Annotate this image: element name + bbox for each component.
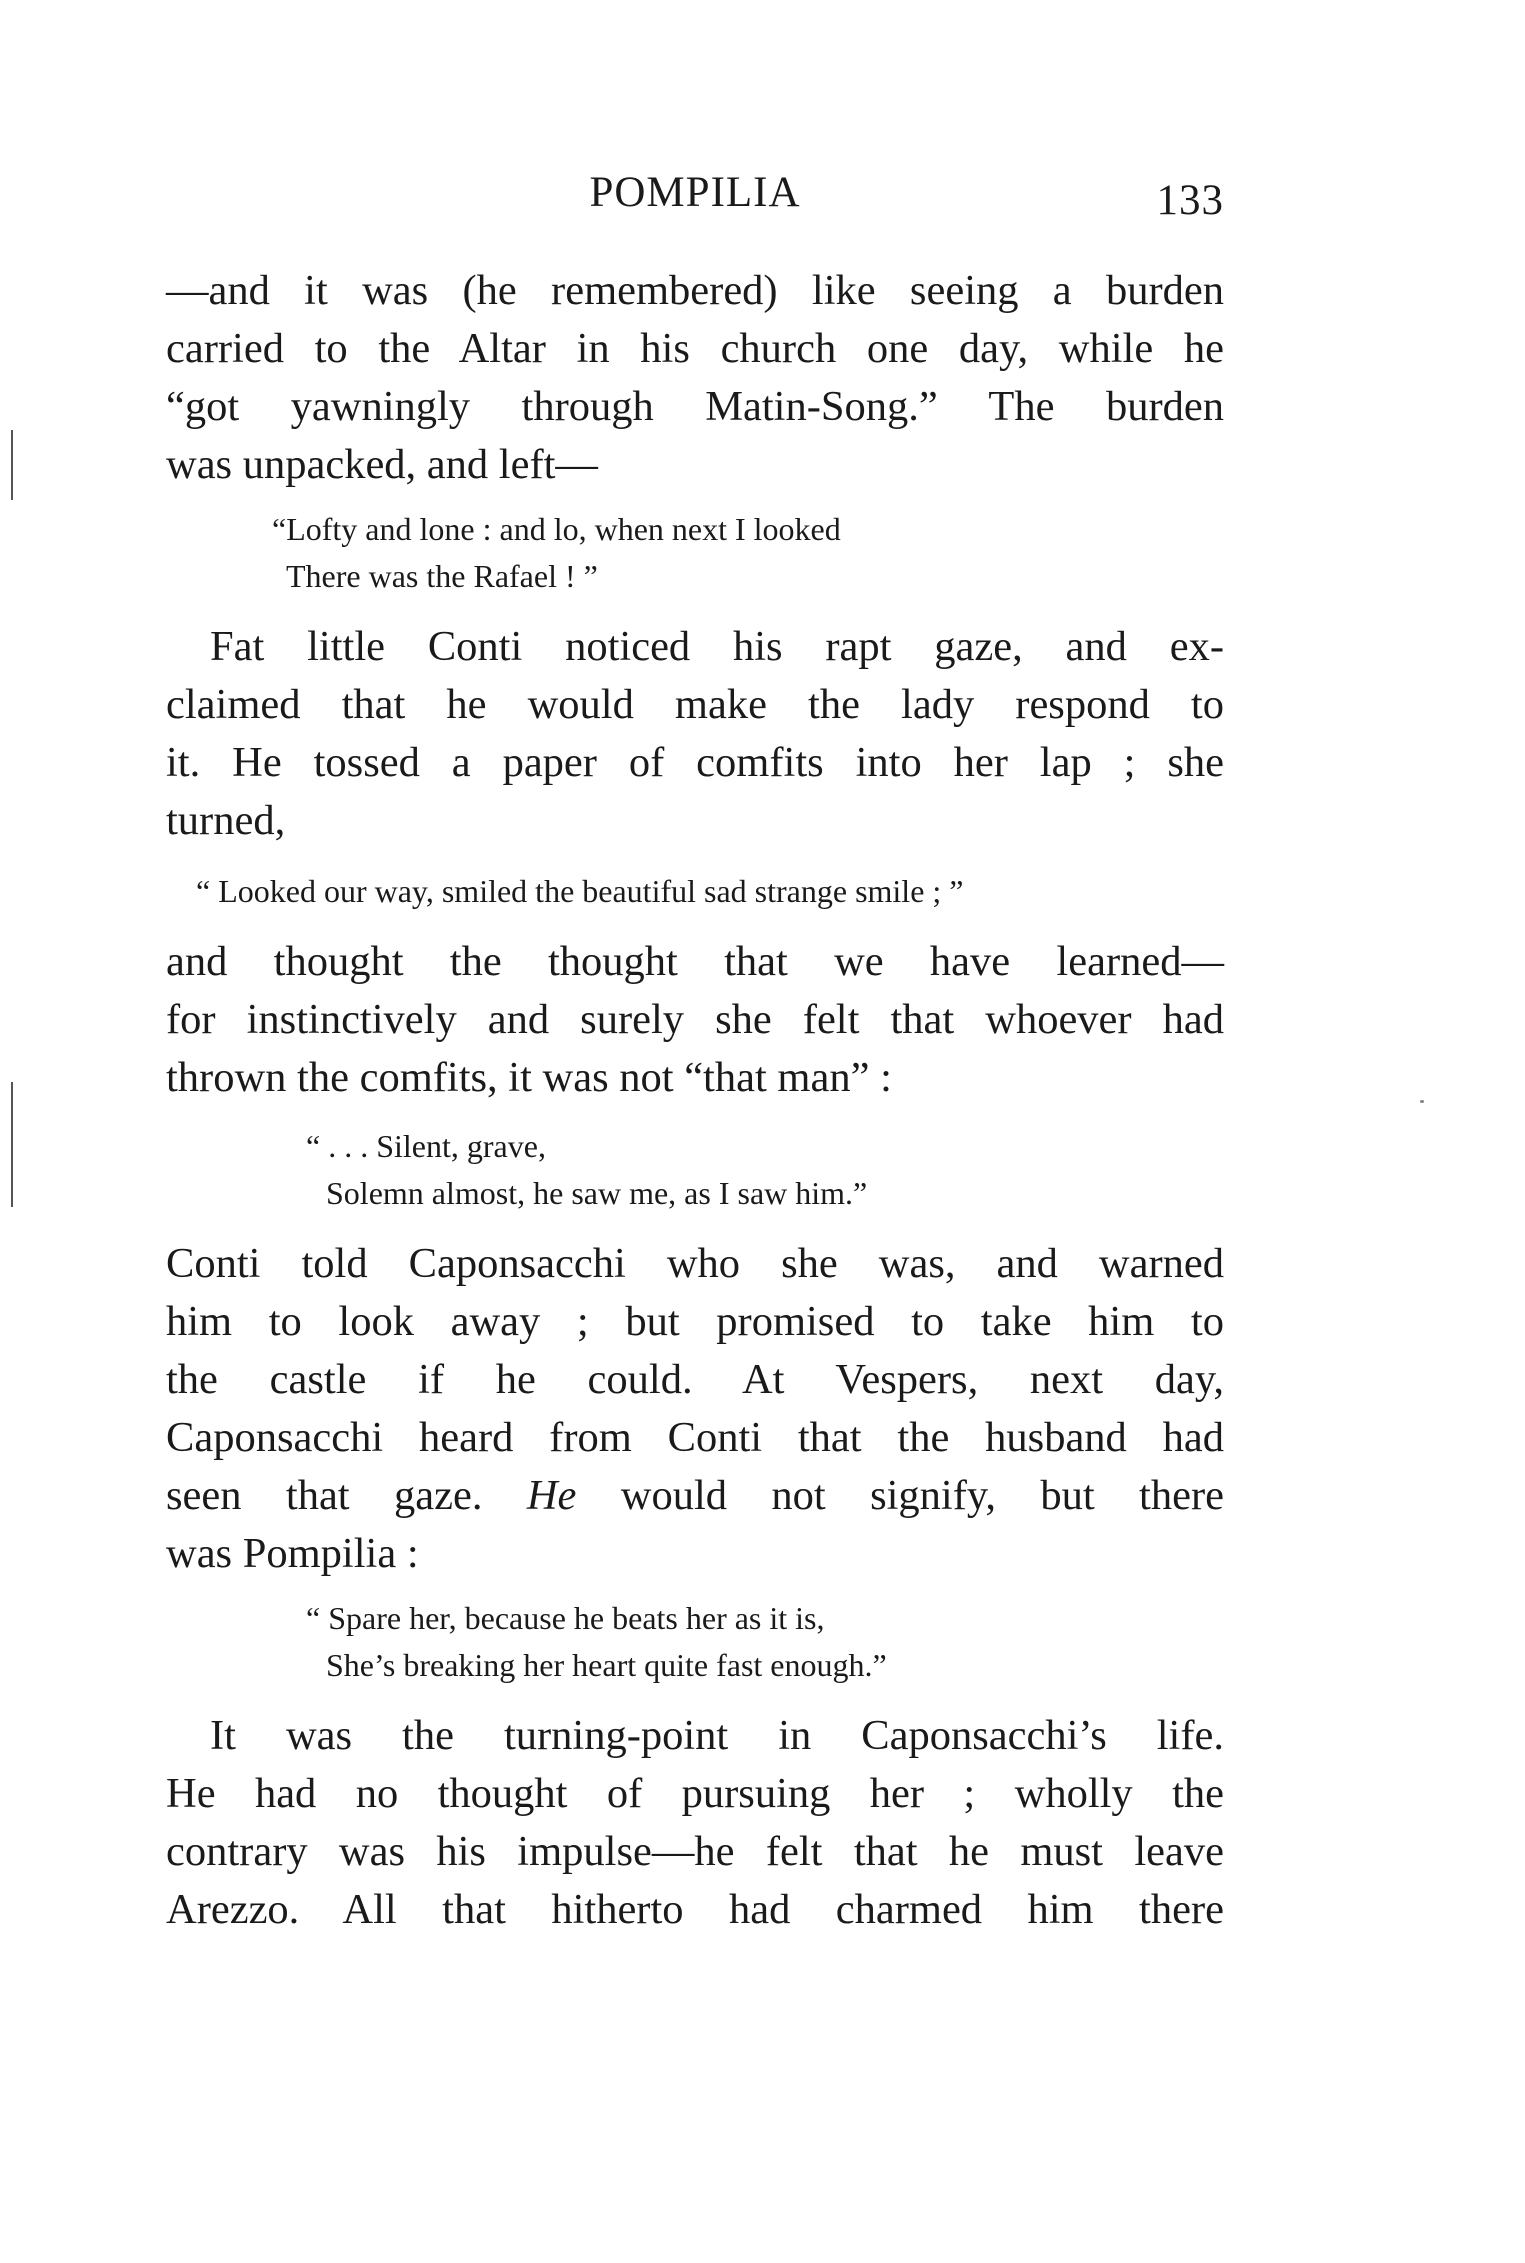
text-line: It was the turning-point in Caponsacchi’s life. xyxy=(210,1712,1224,1759)
text-line: “got yawningly through Matin-Song.” The burden xyxy=(166,383,1224,430)
page-number: 133 xyxy=(1156,177,1224,224)
text-line: Caponsacchi heard from Conti that the husband had xyxy=(166,1414,1224,1461)
verse-quote xyxy=(166,868,1224,915)
text-segment: seen that gaze. xyxy=(166,1472,483,1519)
text-line: carried to the Altar in his church one day, while he xyxy=(166,325,1224,372)
margin-scan-mark xyxy=(11,1082,13,1207)
text-line: the castle if he could. At Vespers, next day, xyxy=(166,1356,1224,1403)
text-line: He had no thought of pursuing her ; wholly the xyxy=(166,1770,1224,1817)
paragraph xyxy=(166,1235,1224,1583)
verse-quote xyxy=(166,1123,1224,1217)
verse-line: “ . . . Silent, grave, xyxy=(306,1128,546,1164)
verse-quote xyxy=(166,506,1224,600)
text-line: was unpacked, and left— xyxy=(166,441,598,488)
text-line: Arezzo. All that hitherto had charmed him there xyxy=(166,1886,1224,1933)
verse-line: “ Looked our way, smiled the beautiful sad strange smile ; ” xyxy=(196,873,964,909)
text-line: Conti told Caponsacchi who she was, and warned xyxy=(166,1240,1224,1287)
verse-line: She’s breaking her heart quite fast enough.” xyxy=(326,1647,887,1683)
paragraph xyxy=(166,618,1224,850)
verse-quote xyxy=(166,1595,1224,1689)
text-line: and thought the thought that we have learned— xyxy=(166,938,1224,985)
page-header xyxy=(166,168,1224,228)
text-line: Fat little Conti noticed his rapt gaze, and ex- xyxy=(210,623,1224,670)
margin-scan-mark xyxy=(11,430,13,500)
text-line: claimed that he would make the lady respond to xyxy=(166,681,1224,728)
text-line: turned, xyxy=(166,797,286,844)
text-line: for instinctively and surely she felt that whoever had xyxy=(166,996,1224,1043)
verse-line: Solemn almost, he saw me, as I saw him.” xyxy=(326,1175,868,1211)
paragraph xyxy=(166,1707,1224,1939)
text-line: was Pompilia : xyxy=(166,1530,419,1577)
text-line: it. He tossed a paper of comfits into her lap ; she xyxy=(166,739,1224,786)
running-head: POMPILIA xyxy=(589,169,801,216)
text-line: thrown the comfits, it was not “that man” : xyxy=(166,1054,892,1101)
italic-word: He xyxy=(526,1472,577,1519)
paragraph xyxy=(166,933,1224,1107)
text-segment: would not signify, but there xyxy=(620,1472,1224,1519)
paragraph xyxy=(166,262,1224,494)
text-line: him to look away ; but promised to take him to xyxy=(166,1298,1224,1345)
text-line xyxy=(166,1467,1224,1525)
verse-line: “ Spare her, because he beats her as it is, xyxy=(306,1600,825,1636)
verse-line: There was the Rafael ! ” xyxy=(286,558,598,594)
body-text xyxy=(166,262,1224,1939)
verse-line: “Lofty and lone : and lo, when next I looked xyxy=(272,511,841,547)
scan-speck xyxy=(1420,1100,1424,1103)
text-line: —and it was (he remembered) like seeing a burden xyxy=(166,267,1224,314)
text-line: contrary was his impulse—he felt that he must leave xyxy=(166,1828,1224,1875)
